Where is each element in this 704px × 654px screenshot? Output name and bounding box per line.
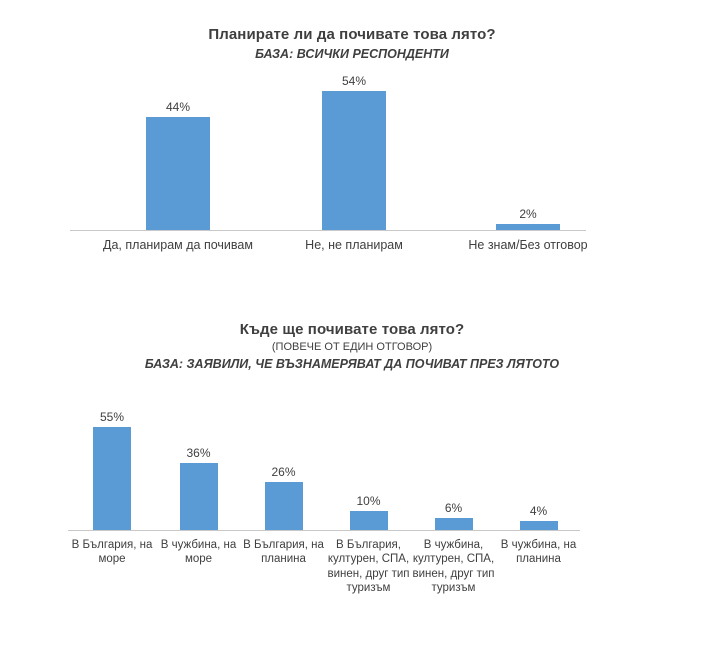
bar-column <box>156 400 241 530</box>
chart1-title: Планирате ли да почивате това лято? <box>208 26 496 43</box>
bar-column <box>440 75 616 230</box>
category-label: Не, не планирам <box>305 238 403 252</box>
bar <box>146 117 210 230</box>
category-label: В България, на море <box>71 539 153 566</box>
bar <box>322 91 386 230</box>
bar-value: 54% <box>341 74 367 88</box>
bar <box>435 518 473 530</box>
bar-column <box>411 400 496 530</box>
chart2-note: (ПОВЕЧЕ ОТ ЕДИН ОТГОВОР) <box>271 341 433 353</box>
chart2-bars <box>0 400 704 530</box>
chart1-category-labels <box>0 231 704 254</box>
chart2-titles <box>0 305 704 371</box>
bar-value: 4% <box>529 504 548 518</box>
category-label: Не знам/Без отговор <box>468 238 588 252</box>
category-label: В чужбина, на море <box>160 539 237 566</box>
category-label: В България, културен, СПА, винен, друг тип туризъм <box>327 539 410 595</box>
bar-column <box>496 400 581 530</box>
bar-column <box>268 75 440 230</box>
bar <box>93 427 131 530</box>
bar-value: 36% <box>186 446 211 460</box>
bar-column <box>68 400 156 530</box>
category-label: Да, планирам да почивам <box>103 238 253 252</box>
chart2-category-labels <box>0 531 704 596</box>
category-label: В България, на планина <box>243 539 324 566</box>
category-label: В чужбина, на планина <box>500 539 577 566</box>
chart2-title: Къде ще почивате това лято? <box>239 321 465 338</box>
bar <box>520 521 558 530</box>
bar-value: 10% <box>356 494 381 508</box>
bar <box>350 511 388 530</box>
bar-column <box>326 400 411 530</box>
chart2-subtitle: БАЗА: ЗАЯВИЛИ, ЧЕ ВЪЗНАМЕРЯВАТ ДА ПОЧИВАТ ПРЕЗ ЛЯТОТО <box>144 357 560 371</box>
bar-value: 26% <box>271 465 296 479</box>
category-label: В чужбина, културен, СПА, винен, друг тип туризъм <box>412 539 495 595</box>
chart1-titles <box>0 0 704 61</box>
chart-vacation-destination <box>0 305 704 654</box>
chart-planning-vacation <box>0 0 704 300</box>
bar-column <box>88 75 268 230</box>
bar-value: 6% <box>444 501 463 515</box>
bar-column <box>241 400 326 530</box>
bar <box>265 482 303 530</box>
bar-value: 2% <box>519 207 537 221</box>
bar-value: 44% <box>165 100 191 114</box>
bar-value: 55% <box>99 410 125 424</box>
chart1-subtitle: БАЗА: ВСИЧКИ РЕСПОНДЕНТИ <box>255 47 449 61</box>
chart1-bars <box>0 75 704 230</box>
bar <box>180 463 218 530</box>
